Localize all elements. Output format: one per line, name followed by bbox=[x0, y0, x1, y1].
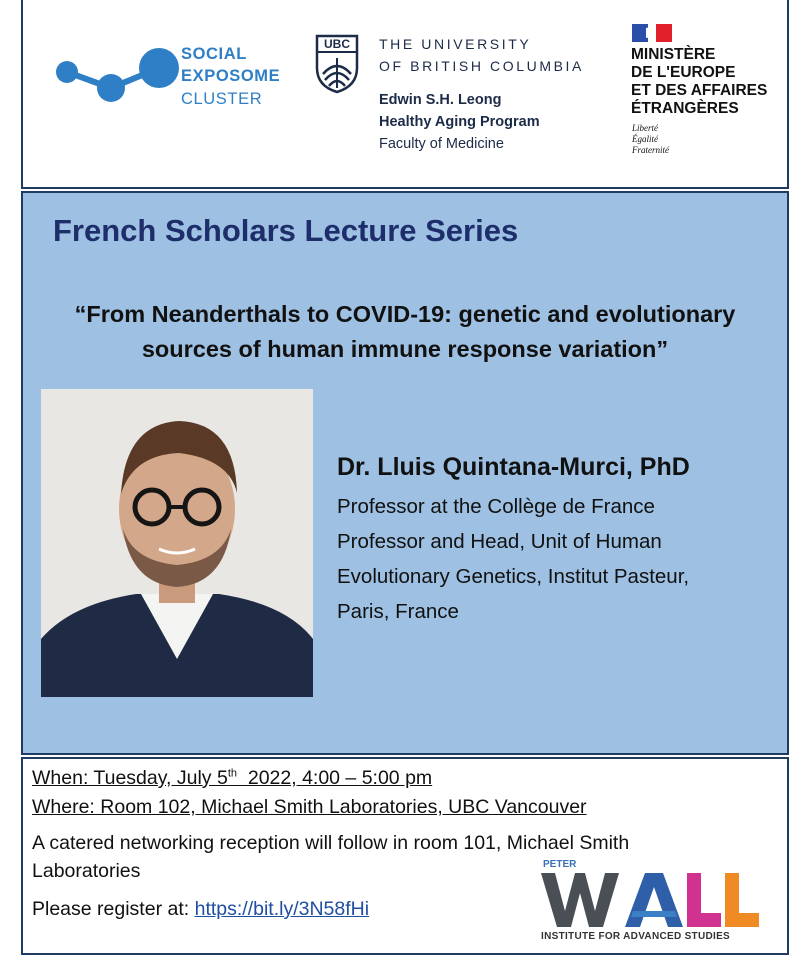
speaker-name: Dr. Lluis Quintana-Murci, PhD bbox=[337, 453, 690, 481]
affiliation-line: Professor at the Collège de France bbox=[337, 495, 655, 518]
reception-line: Laboratories bbox=[32, 860, 141, 882]
affiliation-line: Professor and Head, Unit of Human bbox=[337, 530, 662, 553]
program-line: Healthy Aging Program bbox=[379, 114, 540, 130]
register-link[interactable]: https://bit.ly/3N58fHi bbox=[194, 898, 370, 920]
header-panel bbox=[21, 0, 789, 189]
wall-wordmark-icon bbox=[541, 869, 771, 929]
speaker-portrait-icon bbox=[41, 389, 313, 697]
series-title: French Scholars Lecture Series bbox=[53, 213, 519, 248]
motto-line: Liberté bbox=[632, 123, 658, 133]
footer-panel bbox=[21, 757, 789, 955]
when-time: 2022, 4:00 – 5:00 pm bbox=[237, 767, 433, 789]
social-exposome-line: CLUSTER bbox=[181, 90, 263, 108]
ministere-line: DE L'EUROPE bbox=[631, 64, 736, 81]
ubc-abbrev: UBC bbox=[324, 37, 350, 51]
talk-title-line: sources of human immune response variation” bbox=[141, 336, 669, 362]
faculty-line: Faculty of Medicine bbox=[379, 136, 504, 152]
social-exposome-logo-icon bbox=[53, 40, 193, 110]
register-line bbox=[32, 898, 369, 921]
ministere-line: MINISTÈRE bbox=[631, 46, 716, 63]
when-superscript: th bbox=[227, 767, 238, 780]
main-panel bbox=[21, 191, 789, 755]
talk-title-line: “From Neanderthals to COVID-19: genetic and evolutionary bbox=[74, 301, 736, 327]
wall-peter-text: PETER bbox=[543, 859, 577, 870]
wall-subtitle: INSTITUTE FOR ADVANCED STUDIES bbox=[541, 931, 731, 942]
ubc-name-line: OF BRITISH COLUMBIA bbox=[379, 58, 584, 74]
event-when bbox=[32, 767, 432, 790]
ubc-name-line: THE UNIVERSITY bbox=[379, 36, 532, 52]
when-text: When: Tuesday, July 5 bbox=[32, 767, 228, 789]
event-where: Where: Room 102, Michael Smith Laboratories, UBC Vancouver bbox=[32, 796, 587, 818]
affiliation-line: Evolutionary Genetics, Institut Pasteur, bbox=[337, 565, 690, 588]
marianne-flag-icon bbox=[632, 24, 672, 42]
motto-line: Égalité bbox=[632, 134, 658, 144]
speaker-photo bbox=[41, 389, 313, 697]
talk-title bbox=[23, 297, 787, 367]
ministere-line: ÉTRANGÈRES bbox=[631, 100, 739, 117]
motto-line: Fraternité bbox=[632, 145, 669, 155]
register-label: Please register at: bbox=[32, 898, 195, 920]
social-exposome-line: SOCIAL bbox=[181, 45, 247, 63]
reception-line: A catered networking reception will follow in room 101, Michael Smith bbox=[32, 832, 630, 854]
program-line: Edwin S.H. Leong bbox=[379, 92, 502, 108]
peter-wall-logo bbox=[541, 859, 781, 949]
ministere-line: ET DES AFFAIRES bbox=[631, 82, 768, 99]
affiliation-line: Paris, France bbox=[337, 600, 459, 623]
social-exposome-line: EXPOSOME bbox=[181, 67, 281, 85]
